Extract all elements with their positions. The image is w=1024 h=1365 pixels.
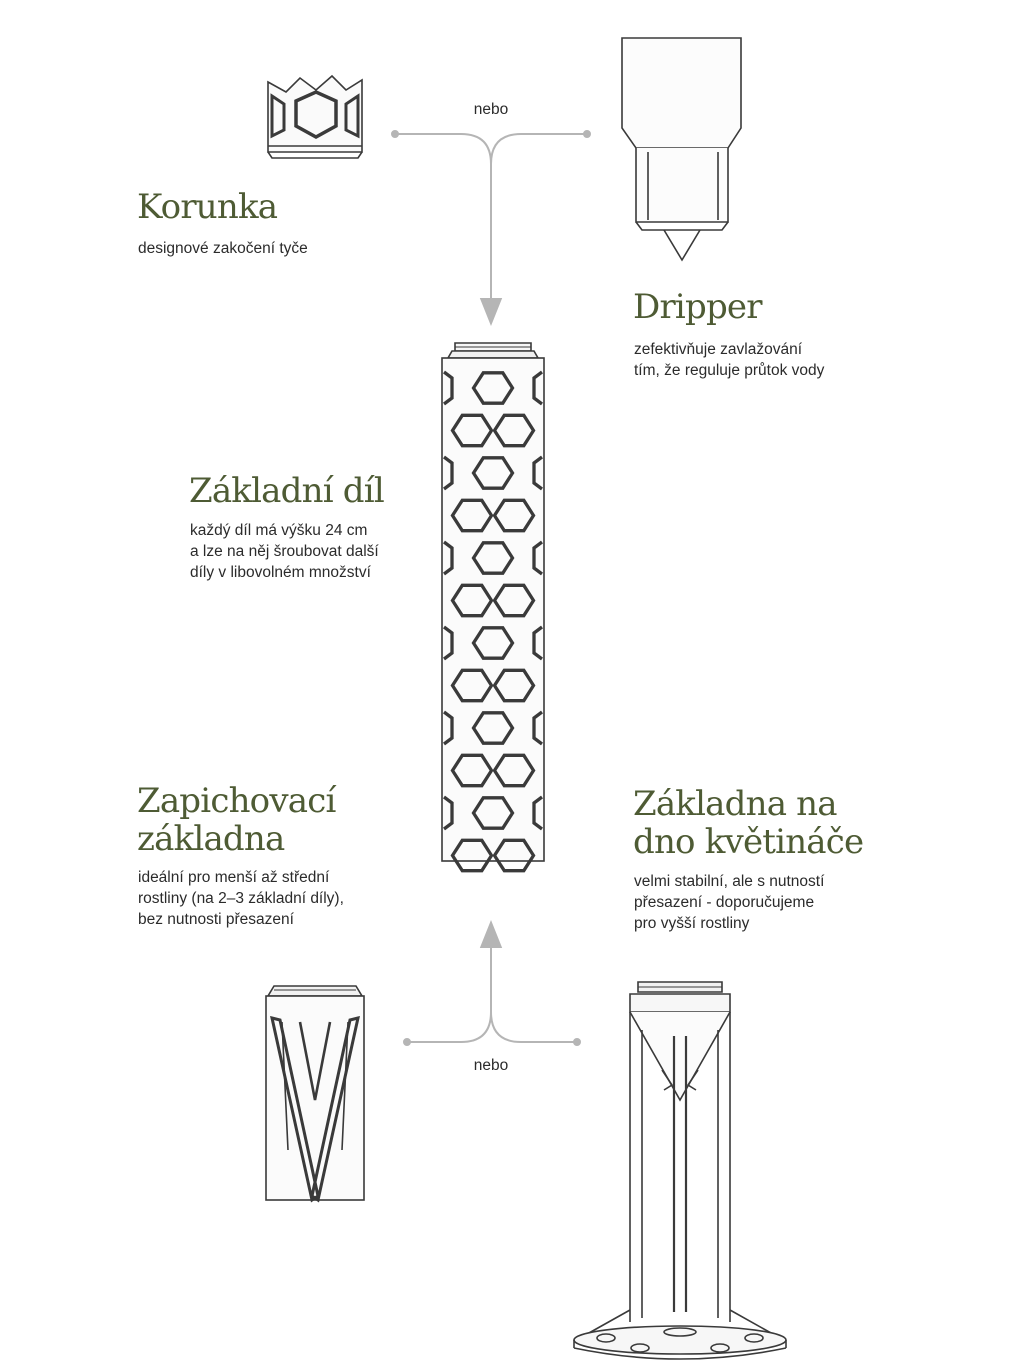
zapichovaci-zakladna-description: ideální pro menší až střední rostliny (na 2–3 základní díly), bez nutnosti přesazení: [138, 869, 344, 928]
dripper-description: zefektivňuje zavlažování tím, že reguluje průtok vody: [634, 341, 825, 379]
korunka-description: designové zakočení tyče: [138, 240, 308, 257]
zakladna-na-dno-illustration: [574, 982, 786, 1359]
dripper-title: Dripper: [633, 287, 762, 327]
zakladni-dil-description: každý díl má výšku 24 cm a lze na něj šroubovat další díly v libovolném množství: [190, 522, 379, 581]
bottom-connector: [404, 934, 580, 1045]
connector-label-top: nebo: [473, 101, 509, 118]
zapichovaci-zakladna-title: Zapichovací základna: [137, 781, 336, 859]
top-connector: [392, 131, 590, 312]
zakladna-na-dno-title: Základna na dno květináče: [633, 784, 864, 862]
zakladni-dil-illustration: [442, 343, 544, 871]
korunka-illustration: [268, 76, 362, 158]
zakladna-na-dno-description: velmi stabilní, ale s nutností přesazení - doporučujeme pro vyšší rostliny: [634, 873, 825, 932]
dripper-illustration: [622, 38, 741, 260]
zakladni-dil-title: Základní díl: [189, 471, 384, 511]
connector-label-bottom: nebo: [473, 1057, 509, 1074]
zapichovaci-zakladna-illustration: [266, 986, 364, 1200]
korunka-title: Korunka: [137, 187, 278, 227]
